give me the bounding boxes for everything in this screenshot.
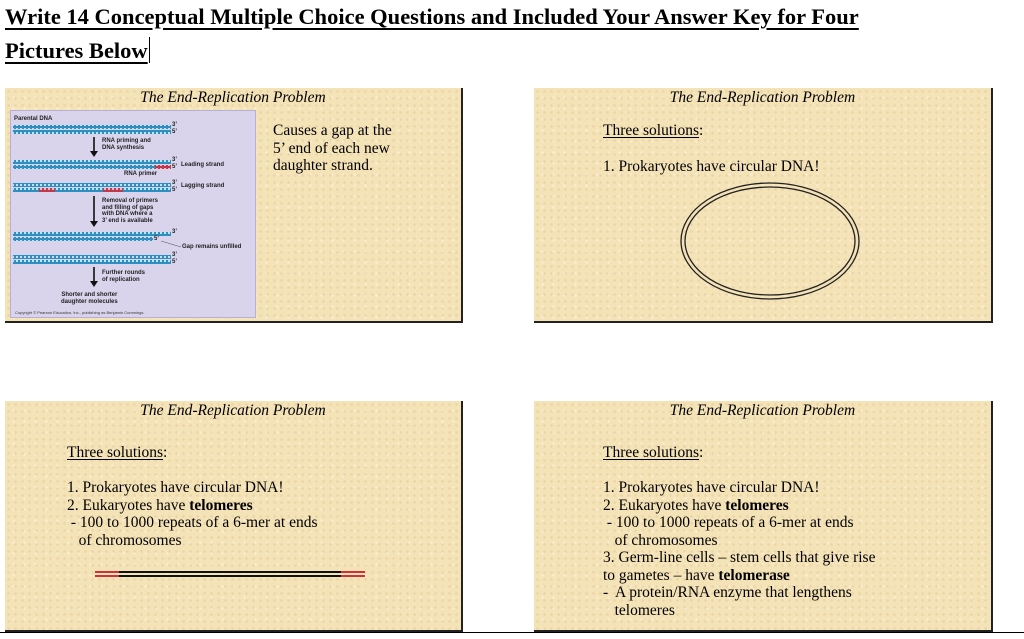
label-end-5-leading: 5’ (172, 164, 178, 170)
slide-1 (5, 88, 463, 323)
label-parental-dna: Parental DNA (14, 116, 53, 122)
label-end-5-gap: 5’ (154, 236, 160, 242)
label-end-5-short: 5’ (172, 259, 178, 265)
label-end-3-gap: 3’ (172, 229, 178, 235)
slide-2-solutions-heading: Three solutions: (603, 122, 704, 139)
arrow-3-icon (90, 267, 98, 287)
label-rna-priming: RNA priming and DNA synthesis (102, 138, 151, 151)
slide-2 (534, 88, 993, 323)
label-lagging-strand: Lagging strand (181, 183, 225, 189)
slide-2-title: The End-Replication Problem (669, 89, 856, 106)
label-end-5-lagging: 5’ (172, 187, 178, 193)
slide-1-caption: Causes a gap at the 5’ end of each new daughter strand. (273, 122, 392, 174)
arrow-2-icon (90, 196, 98, 227)
text-caret (149, 37, 150, 63)
label-further-rounds: Further rounds of replication (102, 270, 145, 283)
shortened-duplex (13, 255, 171, 264)
assignment-heading (5, 0, 1020, 68)
slide-4-title: The End-Replication Problem (669, 402, 856, 419)
label-end-3-leading: 3’ (172, 157, 178, 163)
telomere-chromosome-icon (95, 570, 365, 580)
label-removal-of-primers: Removal of primers and filling of gaps with DNA where a 3’ end is available (102, 198, 159, 224)
solutions-label: Three solutions (603, 122, 699, 139)
page-bottom-rule (0, 632, 1024, 633)
label-end-3-lagging: 3’ (172, 180, 178, 186)
slide-4-item-1: 1. Prokaryotes have circular DNA! (603, 479, 820, 496)
label-end-3-short: 3’ (172, 252, 178, 258)
dna-replication-diagram (10, 110, 256, 318)
slide-4-item-2: 2. Eukaryotes have telomeres (603, 497, 789, 514)
slide-4 (534, 401, 993, 632)
slide-3-item-1: 1. Prokaryotes have circular DNA! (67, 479, 284, 496)
circular-dna-icon (670, 176, 870, 306)
copyright-note: Copyright © Pearson Education, Inc., publishing as Benjamin Cummings. (15, 310, 145, 315)
heading-line-1: Write 14 Conceptual Multiple Choice Questions and Included Your Answer Key for Four (5, 4, 859, 29)
slide-3-item-2: 2. Eukaryotes have telomeres (67, 497, 253, 514)
slide-4-item-3: 3. Germ-line cells – stem cells that give rise to gametes – have telomerase (603, 549, 876, 584)
solutions-label: Three solutions (67, 444, 163, 461)
slide-2-item-1: 1. Prokaryotes have circular DNA! (603, 158, 820, 175)
label-rna-primer: RNA primer (124, 171, 158, 177)
leading-strand-duplex (13, 160, 171, 169)
slide-4-solutions-heading: Three solutions: (603, 444, 704, 461)
slide-3-item-2-detail: - 100 to 1000 repeats of a 6-mer at ends of chromosomes (70, 514, 318, 549)
lagging-strand-duplex (13, 183, 171, 192)
arrow-1-icon (90, 137, 98, 157)
label-gap-unfilled: Gap remains unfilled (182, 244, 242, 250)
slide-3 (5, 401, 463, 632)
slide-3-title: The End-Replication Problem (140, 402, 326, 419)
label-leading-strand: Leading strand (181, 162, 225, 168)
slide-4-item-2-detail: - 100 to 1000 repeats of a 6-mer at ends of chromosomes (606, 514, 854, 549)
label-shorter-molecules: Shorter and shorter daughter molecules (61, 292, 118, 305)
label-end-5-top: 5’ (172, 129, 178, 135)
slide-3-solutions-heading: Three solutions: (67, 444, 168, 461)
label-end-3-top: 3’ (172, 122, 178, 128)
solutions-label: Three solutions (603, 444, 699, 461)
slide-1-title: The End-Replication Problem (140, 89, 326, 106)
parental-dna-duplex (13, 125, 171, 134)
heading-line-2: Pictures Below (5, 38, 148, 63)
slide-4-item-3-detail: - A protein/RNA enzyme that lengthens telomeres (603, 584, 852, 619)
